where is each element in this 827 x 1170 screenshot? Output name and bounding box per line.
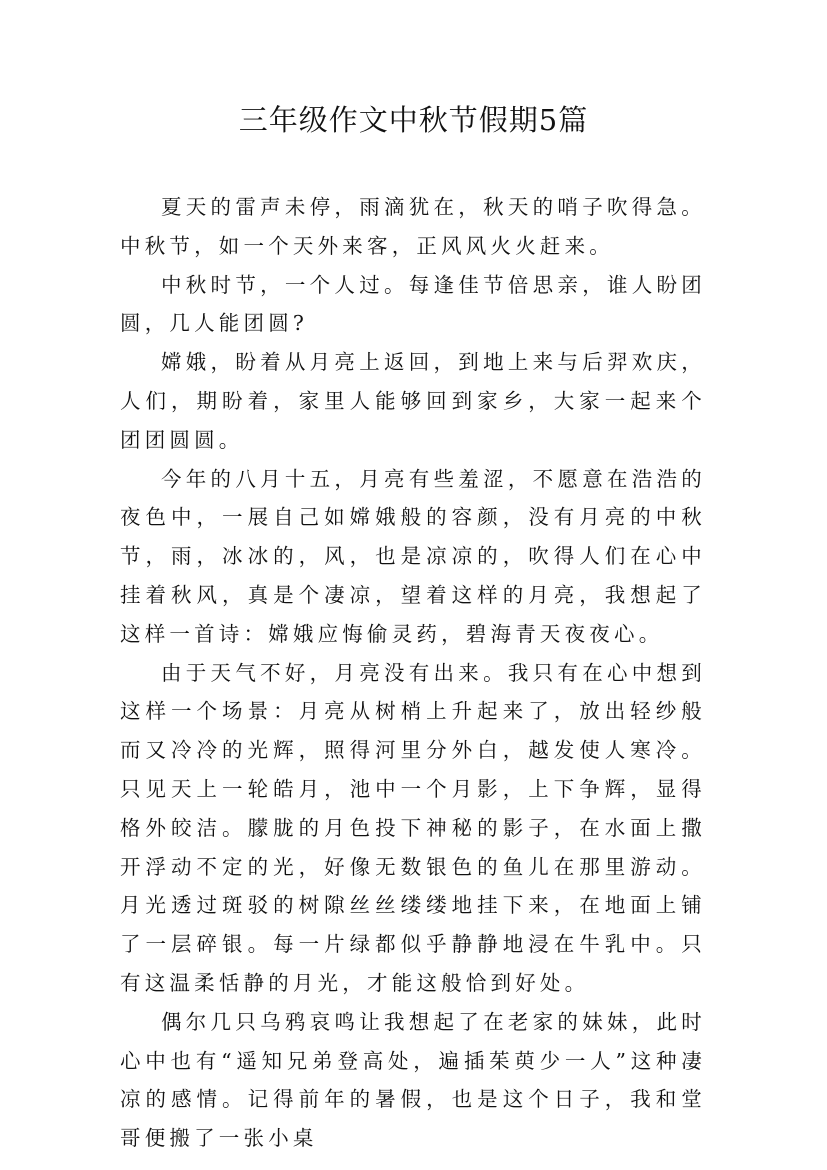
paragraph-1: 夏天的雷声未停，雨滴犹在，秋天的哨子吹得急。中秋节，如一个天外来客，正风风火火赶来。 <box>120 195 706 258</box>
paragraph-2: 中秋时节，一个人过。每逢佳节倍思亲，谁人盼团圆，几人能团圆? <box>120 272 706 336</box>
paragraph-5: 由于天气不好，月亮没有出来。我只有在心中想到这样一个场景：月亮从树梢上升起来了，放出轻纱般而又冷冷的光辉，照得河里分外白，越发使人寒冷。只见天上一轮皓月，池中一个月影，上下争辉，显得格外皎洁。朦胧的月色投下神秘的影子，在水面上撒开浮动不定的光，好像无数银色的鱼儿在那里游动。月光透过斑驳的树隙丝丝缕缕地挂下来，在地面上铺了一层碎银。每一片绿都似乎静静地浸在牛乳中。只有这温柔恬静的月光，才能这般恰到好处。 <box>120 660 706 995</box>
paragraph-3: 嫦娥，盼着从月亮上返回，到地上来与后羿欢庆，人们，期盼着，家里人能够回到家乡，大家一起来个团团圆圆。 <box>120 350 706 452</box>
document-body <box>120 188 706 1158</box>
paragraph-6: 偶尔几只乌鸦哀鸣让我想起了在老家的妹妹，此时心中也有“遥知兄弟登高处，遍插茱萸少一人”这种凄凉的感情。记得前年的暑假，也是这个日子，我和堂哥便搬了一张小桌 <box>120 1009 706 1151</box>
document-title: 三年级作文中秋节假期5篇 <box>238 103 589 137</box>
paragraph-4: 今年的八月十五，月亮有些羞涩，不愿意在浩浩的夜色中，一展自己如嫦娥般的容颜，没有月亮的中秋节，雨，冰冰的，风，也是凉凉的，吹得人们在心中挂着秋风，真是个凄凉，望着这样的月亮，我想起了这样一首诗：嫦娥应悔偷灵药，碧海青天夜夜心。 <box>120 466 706 646</box>
